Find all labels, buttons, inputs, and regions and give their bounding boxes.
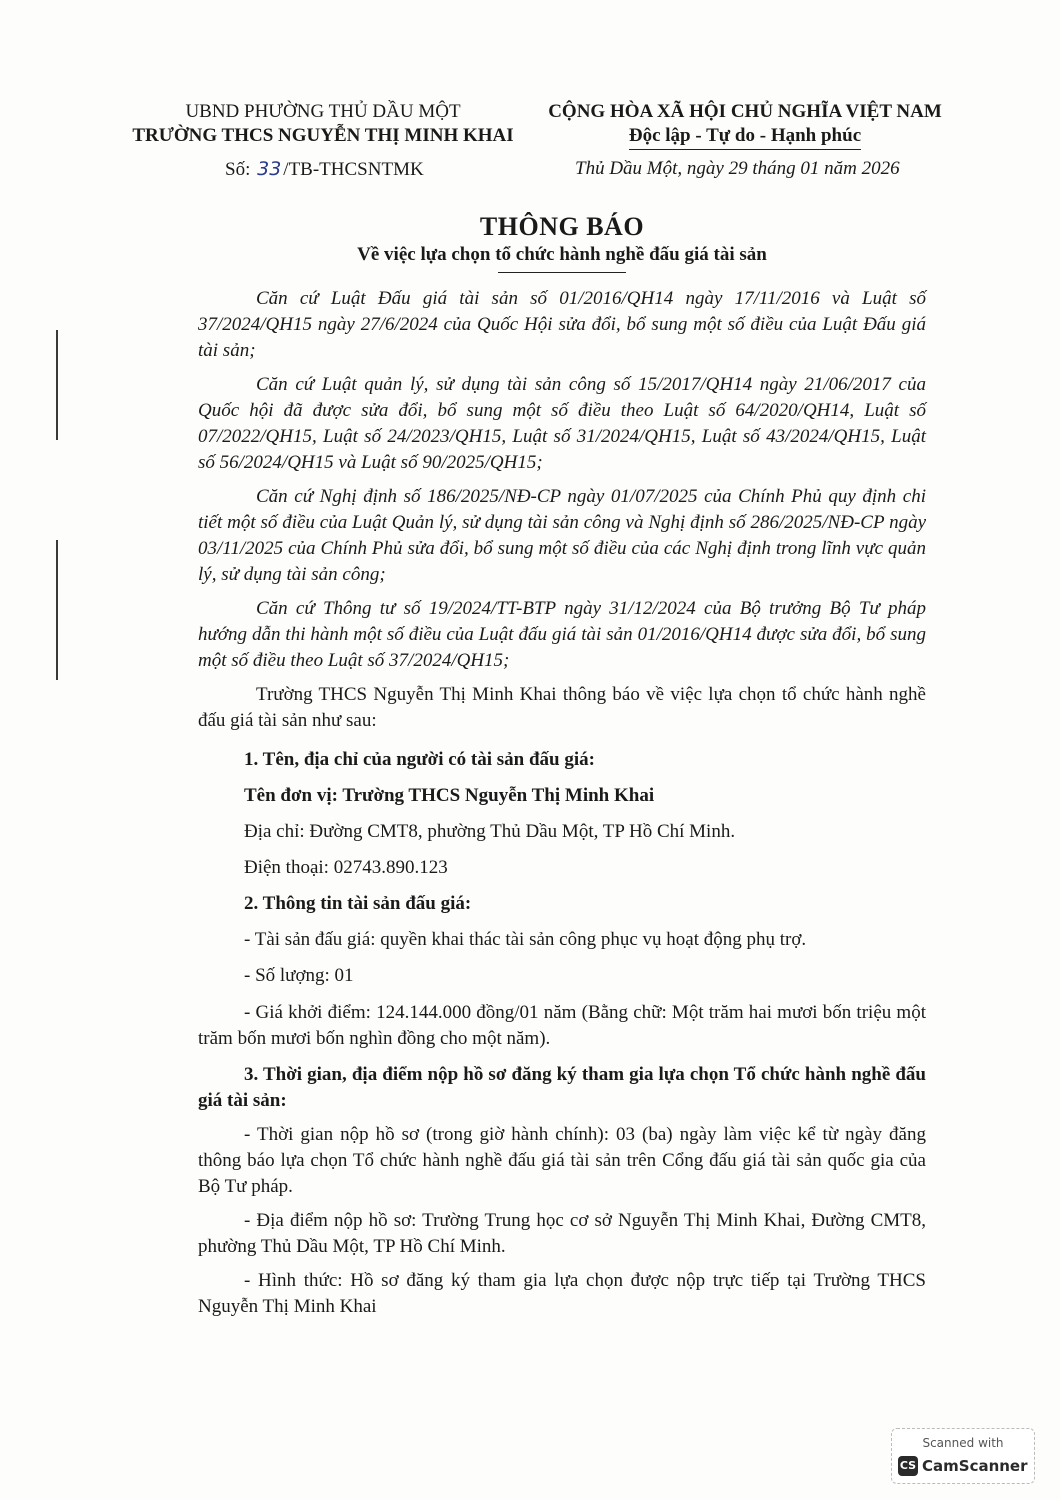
camscanner-badge [891,1428,1035,1484]
legal-basis: Căn cứ Luật quản lý, sử dụng tài sản công số 15/2017/QH14 ngày 21/06/2017 của Quốc hội đã được sửa đổi, bổ sung một số điều theo Luật số 64/2020/QH14, Luật số 07/2022/QH15, Luật số 24/2023/QH15, Luật số 31/2024/QH15, Luật số 43/2024/QH15, Luật số 56/2024/QH15 và Luật số 90/2025/QH15; [198,374,926,473]
section-1-heading: 1. Tên, địa chỉ của người có tài sản đấu giá: [244,749,595,770]
legal-basis: Căn cứ Nghị định số 186/2025/NĐ-CP ngày 01/07/2025 của Chính Phủ quy định chi tiết một số điều của Luật Quản lý, sử dụng tài sản công và Nghị định số 286/2025/NĐ-CP ngày 03/11/2025 của Chính Phủ sửa đổi, bổ sung một số điều của các Nghị định trong lĩnh vực quản lý, sử dụng tài sản công; [198,486,926,585]
issuer-header [128,100,518,148]
document-subtitle: Về việc lựa chọn tổ chức hành nghề đấu giá tài sản [357,244,767,265]
asset-starting-price: - Giá khởi điểm: 124.144.000 đồng/01 năm (Bằng chữ: Một trăm hai mươi bốn triệu một trăm bốn mươi bốn nghìn đồng cho một năm). [198,1002,926,1049]
submission-time: - Thời gian nộp hồ sơ (trong giờ hành chính): 03 (ba) ngày làm việc kể từ ngày đăng thông báo lựa chọn Tổ chức hành nghề đấu giá tài sản trên Cổng đấu giá tài sản quốc gia của Bộ Tư pháp. [198,1124,926,1197]
intro-paragraph: Trường THCS Nguyễn Thị Minh Khai thông báo về việc lựa chọn tổ chức hành nghề đấu giá tài sản như sau: [198,684,926,731]
national-motto: Độc lập - Tự do - Hạnh phúc [629,124,861,150]
document-body [198,286,926,1328]
section-3-heading: 3. Thời gian, địa điểm nộp hồ sơ đăng ký tham gia lựa chọn Tổ chức hành nghề đấu giá tài sản: [198,1064,926,1111]
badge-caption: Scanned with [922,1436,1004,1450]
scan-edge-mark [56,330,58,440]
badge-brand-name: CamScanner [922,1457,1028,1475]
document-number-suffix: /TB-THCSNTMK [283,159,424,180]
issuer-authority: UBND PHƯỜNG THỦ DẦU MỘT [185,101,461,122]
legal-basis: Căn cứ Luật Đấu giá tài sản số 01/2016/QH14 ngày 17/11/2016 và Luật số 37/2024/QH15 ngày 27/6/2024 của Quốc Hội sửa đổi, bổ sung một số điều của Luật Đấu giá tài sản; [198,288,926,361]
submission-form: - Hình thức: Hồ sơ đăng ký tham gia lựa chọn được nộp trực tiếp tại Trường THCS Nguyễn Thị Minh Khai [198,1270,926,1317]
scan-edge-mark [56,540,58,680]
unit-name: Tên đơn vị: Trường THCS Nguyễn Thị Minh Khai [244,785,655,806]
asset-description: - Tài sản đấu giá: quyền khai thác tài sản công phục vụ hoạt động phụ trợ. [244,929,807,950]
national-header [540,100,950,150]
camscanner-logo-icon: CS [898,1456,918,1476]
unit-phone: Điện thoại: 02743.890.123 [244,857,448,878]
document-number-prefix: Số: [225,159,251,180]
national-name: CỘNG HÒA XÃ HỘI CHỦ NGHĨA VIỆT NAM [548,101,942,122]
issuer-school: TRƯỜNG THCS NGUYỄN THỊ MINH KHAI [132,125,514,146]
unit-address: Địa chỉ: Đường CMT8, phường Thủ Dầu Một, TP Hồ Chí Minh. [244,821,736,842]
document-date: Thủ Dầu Một, ngày 29 tháng 01 năm 2026 [575,158,900,179]
document-number-value: 33 [257,158,282,180]
document-title: THÔNG BÁO [479,212,645,241]
document-number [225,158,424,181]
section-2-heading: 2. Thông tin tài sản đấu giá: [244,893,472,914]
subtitle-underline [498,272,626,273]
national-motto-wrap [540,124,950,150]
submission-place: - Địa điểm nộp hồ sơ: Trường Trung học cơ sở Nguyễn Thị Minh Khai, Đường CMT8, phường Thủ Dầu Một, TP Hồ Chí Minh. [198,1210,926,1257]
legal-basis: Căn cứ Thông tư số 19/2024/TT-BTP ngày 31/12/2024 của Bộ trưởng Bộ Tư pháp hướng dẫn thi hành một số điều của Luật đấu giá tài sản 01/2016/QH14 được sửa đổi, bổ sung một số điều theo Luật số 37/2024/QH15; [198,598,926,671]
asset-quantity: - Số lượng: 01 [244,965,354,986]
